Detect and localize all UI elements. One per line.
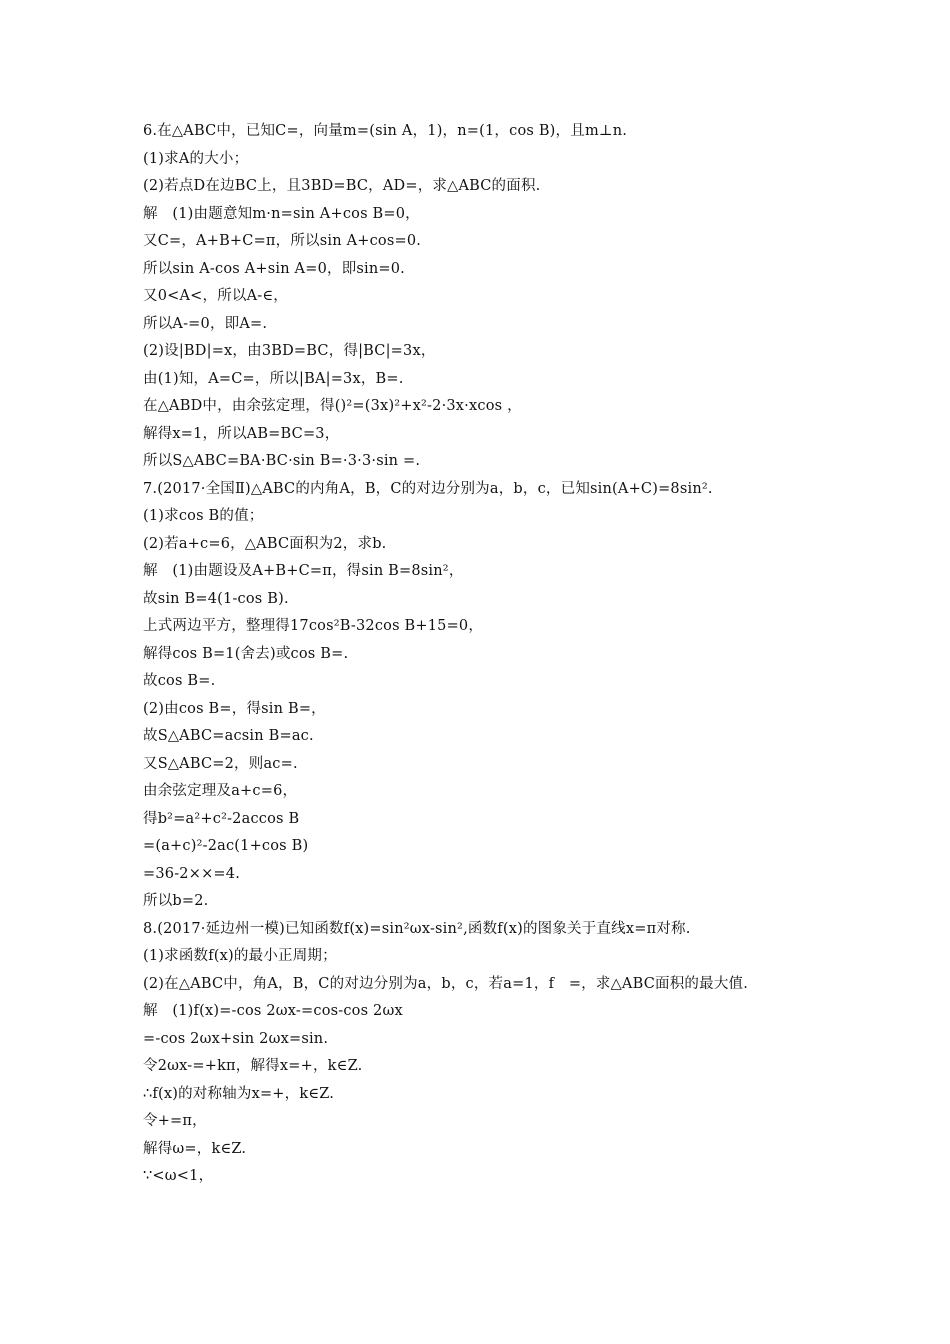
text-line: 解得cos B=1(舍去)或cos B=. bbox=[143, 645, 349, 662]
text-line: (2)若a+c=6，△ABC面积为2，求b. bbox=[143, 535, 387, 552]
text-line: 所以b=2. bbox=[143, 893, 209, 909]
text-line: 所以sin A-cos A+sin A=0，即sin=0. bbox=[143, 260, 405, 277]
text-line: 令2ωx-=+kπ，解得x=+，k∈Z. bbox=[143, 1058, 363, 1074]
text-line: 所以S△ABC=BA·BC·sin B=·3·3·sin =. bbox=[143, 453, 421, 469]
text-line: (2)在△ABC中，角A，B，C的对边分别为a，b，c，若a=1，f =，求△ABC面积的最大值. bbox=[143, 975, 749, 992]
text-line: =(a+c)²-2ac(1+cos B) bbox=[143, 838, 309, 854]
text-line: (2)设|BD|=x，由3BD=BC，得|BC|=3x， bbox=[143, 343, 436, 359]
text-line: 故sin B=4(1-cos B). bbox=[143, 590, 289, 607]
text-line: 解 (1)由题设及A+B+C=π，得sin B=8sin²， bbox=[143, 563, 464, 579]
text-line: 又0<A<，所以A-∈， bbox=[143, 288, 288, 304]
text-line: 解 (1)f(x)=-cos 2ωx-=cos-cos 2ωx bbox=[143, 1003, 403, 1019]
text-line: 7.(2017·全国Ⅱ)△ABC的内角A，B，C的对边分别为a，b，c，已知sin(A+C)=8sin². bbox=[143, 480, 713, 497]
text-line: 解得ω=，k∈Z. bbox=[143, 1140, 247, 1157]
text-line: 由余弦定理及a+c=6， bbox=[143, 783, 298, 799]
text-line: 在△ABD中，由余弦定理，得()²=(3x)²+x²-2·3x·xcos ， bbox=[143, 398, 522, 414]
text-line: =36-2××=4. bbox=[143, 865, 241, 882]
text-line: 又C=，A+B+C=π，所以sin A+cos=0. bbox=[143, 233, 422, 249]
text-line: 得b²=a²+c²-2accos B bbox=[143, 810, 300, 827]
text-line: 所以A-=0，即A=. bbox=[143, 315, 268, 332]
text-line: 故cos B=. bbox=[143, 673, 216, 689]
text-line: 8.(2017·延边州一模)已知函数f(x)=sin²ωx-sin²,函数f(x)的图象关于直线x=π对称. bbox=[143, 920, 691, 937]
text-line: 由(1)知，A=C=，所以|BA|=3x，B=. bbox=[143, 370, 404, 387]
text-line: 故S△ABC=acsin B=ac. bbox=[143, 728, 314, 744]
text-line: =-cos 2ωx+sin 2ωx=sin. bbox=[143, 1030, 329, 1047]
text-line: (2)若点D在边BC上，且3BD=BC，AD=，求△ABC的面积. bbox=[143, 178, 541, 194]
text-line: (2)由cos B=，得sin B=， bbox=[143, 700, 326, 717]
text-line: 解得x=1，所以AB=BC=3， bbox=[143, 425, 340, 442]
text-line: (1)求A的大小； bbox=[143, 150, 249, 167]
text-line: ∵<ω<1， bbox=[143, 1168, 214, 1184]
text-line: 解 (1)由题意知m·n=sin A+cos B=0， bbox=[143, 205, 420, 222]
text-line: 6.在△ABC中，已知C=，向量m=(sin A，1)，n=(1，cos B)，且m⊥n. bbox=[143, 123, 628, 139]
text-line: (1)求cos B的值； bbox=[143, 508, 264, 524]
text-line: ∴f(x)的对称轴为x=+，k∈Z. bbox=[143, 1085, 335, 1102]
text-line: 上式两边平方，整理得17cos²B-32cos B+15=0， bbox=[143, 618, 484, 634]
text-line: (1)求函数f(x)的最小正周期； bbox=[143, 948, 337, 964]
text-line: 令+=π， bbox=[143, 1113, 207, 1129]
text-line: 又S△ABC=2，则ac=. bbox=[143, 755, 298, 772]
